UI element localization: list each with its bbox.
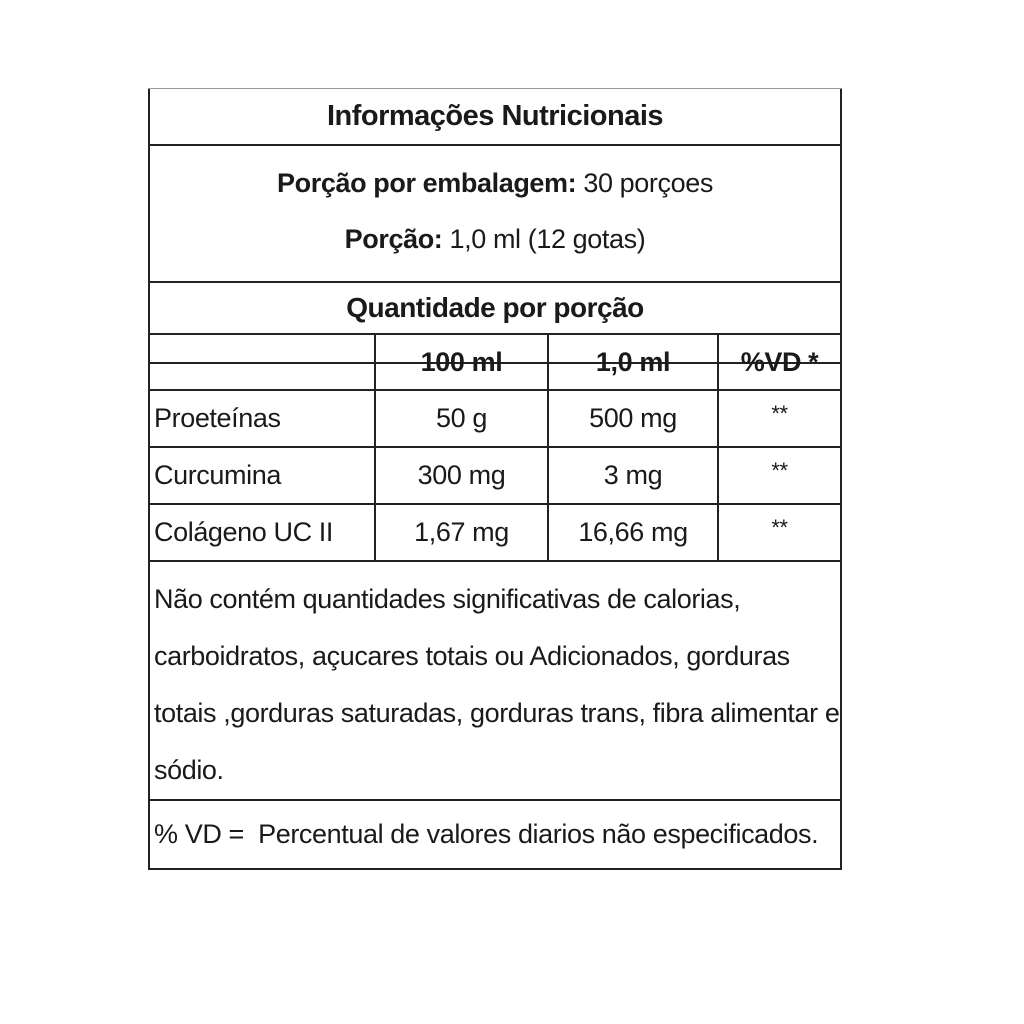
nutrient-name: Curcumina <box>150 448 376 503</box>
note-line: Não contém quantidades significativas de calorias, <box>154 584 741 614</box>
column-header-vd: %VD * <box>740 346 819 377</box>
nutrient-per-portion: 500 mg <box>549 391 719 446</box>
nutrient-vd: ** <box>771 458 788 483</box>
nutrient-per-100ml: 1,67 mg <box>376 505 549 560</box>
title-row <box>150 88 840 146</box>
servings-per-package-value: 30 porçoes <box>576 168 713 198</box>
portion-size-label: Porção: <box>344 224 443 254</box>
footer-row <box>150 801 840 868</box>
column-header-100ml: 100 ml <box>376 335 549 389</box>
nutrient-name: Proeteínas <box>150 391 376 446</box>
nutrient-per-100ml: 50 g <box>376 391 549 446</box>
nutrient-per-portion: 16,66 mg <box>549 505 719 560</box>
nutrient-vd: ** <box>771 401 788 426</box>
note-line: sódio. <box>154 755 224 785</box>
nutrient-name: Colágeno UC II <box>150 505 376 560</box>
column-header-portion: 1,0 ml <box>549 335 719 389</box>
portion-size-value: 1,0 ml (12 gotas) <box>442 224 646 254</box>
column-header-row <box>150 335 840 391</box>
note-line: totais ,gorduras saturadas, gorduras trans, fibra alimentar e <box>154 698 840 728</box>
nutrition-facts-table <box>148 88 842 870</box>
portion-size <box>150 224 840 255</box>
vd-footnote: % VD = Percentual de valores diarios não especificados. <box>154 819 819 849</box>
nutrient-vd: ** <box>771 515 788 540</box>
nutrient-per-portion: 3 mg <box>549 448 719 503</box>
quantity-title: Quantidade por porção <box>346 292 644 323</box>
note-line: carboidratos, açucares totais ou Adicionados, gorduras <box>154 641 790 671</box>
servings-per-package-label: Porção por embalagem: <box>277 168 577 198</box>
disclaimer-note <box>150 561 840 801</box>
table-row <box>150 391 840 448</box>
table-row <box>150 448 840 505</box>
table-title: Informações Nutricionais <box>326 99 664 132</box>
quantity-header-row <box>150 281 840 335</box>
column-header-nutrient <box>150 335 376 389</box>
table-row <box>150 505 840 562</box>
nutrient-grid <box>150 335 840 561</box>
servings-per-package <box>150 168 840 199</box>
nutrient-per-100ml: 300 mg <box>376 448 549 503</box>
